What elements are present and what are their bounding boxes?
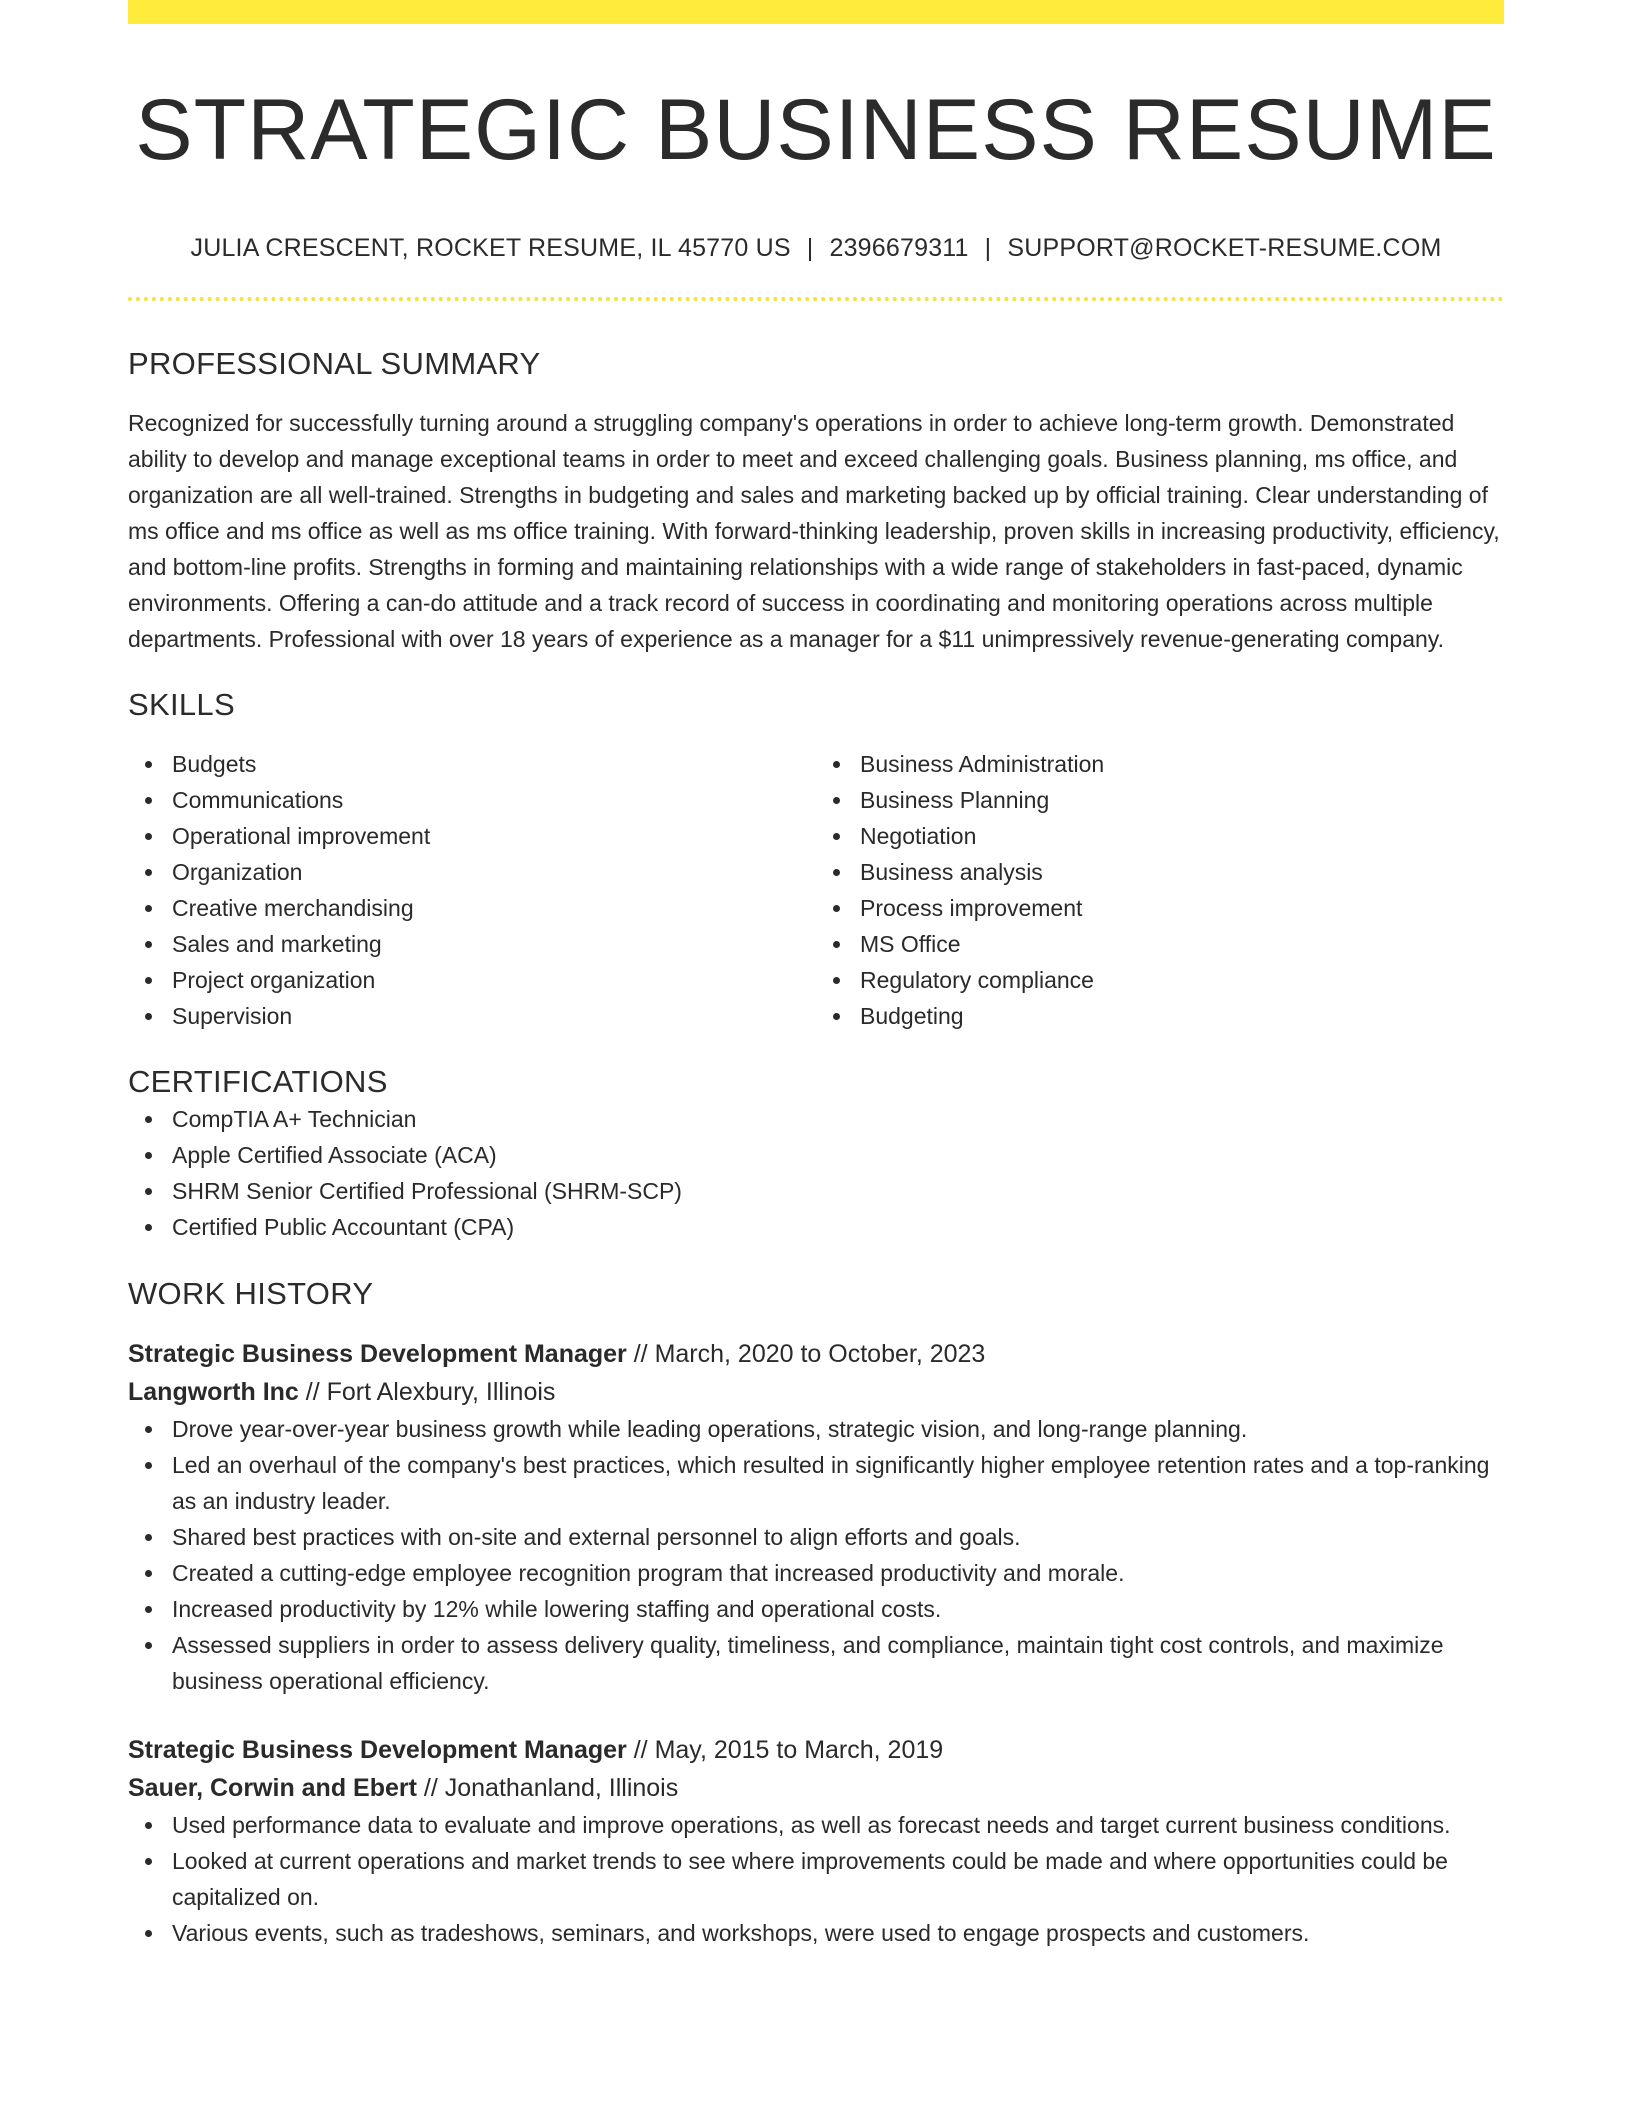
certification-item: CompTIA A+ Technician [172,1101,1504,1137]
job-dates: // March, 2020 to October, 2023 [633,1340,986,1368]
skill-item: MS Office [860,926,1504,962]
skills-grid [128,746,1504,1034]
skill-item: Budgeting [860,998,1504,1034]
dotted-divider [128,297,1504,301]
job-location: // Fort Alexbury, Illinois [305,1378,556,1406]
job-entry [128,1335,1504,1699]
skill-item: Process improvement [860,890,1504,926]
job-bullet: Drove year-over-year business growth while leading operations, strategic vision, and long-range planning. [172,1411,1504,1447]
job-entry [128,1731,1504,1951]
top-accent-bar [128,0,1504,24]
resume-page [128,0,1504,1951]
skills-column-right [816,746,1504,1034]
job-title: Strategic Business Development Manager [128,1736,627,1764]
skills-heading: SKILLS [128,687,235,722]
skill-item: Supervision [172,998,816,1034]
resume-title: STRATEGIC BUSINESS RESUME [135,82,1497,178]
job-title-line [128,1335,1504,1373]
job-bullet-list [128,1807,1504,1951]
job-title-line [128,1731,1504,1769]
skill-item: Operational improvement [172,818,816,854]
contact-address: JULIA CRESCENT, ROCKET RESUME, IL 45770 US [190,234,791,262]
contact-phone: 2396679311 [829,234,969,262]
skill-item: Communications [172,782,816,818]
skill-item: Budgets [172,746,816,782]
job-bullet: Shared best practices with on-site and external personnel to align efforts and goals. [172,1519,1504,1555]
skills-column-left [128,746,816,1034]
certifications-heading: CERTIFICATIONS [128,1064,388,1099]
skill-item: Sales and marketing [172,926,816,962]
job-company: Langworth Inc [128,1378,299,1406]
work-history-heading: WORK HISTORY [128,1276,374,1311]
skill-item: Creative merchandising [172,890,816,926]
job-bullet: Various events, such as tradeshows, seminars, and workshops, were used to engage prospects and customers. [172,1915,1504,1951]
job-title: Strategic Business Development Manager [128,1340,627,1368]
contact-separator: | [984,234,992,262]
skill-item: Business Administration [860,746,1504,782]
job-bullet-list [128,1411,1504,1699]
job-company-line [128,1769,1504,1807]
certification-item: SHRM Senior Certified Professional (SHRM-SCP) [172,1173,1504,1209]
job-bullet: Led an overhaul of the company's best practices, which resulted in significantly higher employee retention rates and a top-ranking as an industry leader. [172,1447,1504,1519]
job-company-line [128,1373,1504,1411]
skill-item: Regulatory compliance [860,962,1504,998]
summary-heading: PROFESSIONAL SUMMARY [128,346,541,381]
summary-text: Recognized for successfully turning around a struggling company's operations in order to achieve long-term growth. Demonstrated ability to develop and manage exceptional teams in order to meet and exceed challenging goals. Business planning, ms office, and organization are all well-trained. Strengths in budgeting and sales and marketing backed up by official training. Clear understanding of ms office and ms office as well as ms office training. With forward-thinking leadership, proven skills in increasing productivity, efficiency, and bottom-line profits. Strengths in forming and maintaining relationships with a wide range of stakeholders in fast-paced, dynamic environments. Offering a can-do attitude and a track record of success in coordinating and monitoring operations across multiple departments. Professional with over 18 years of experience as a manager for a $11 unimpressively revenue-generating company. [128,410,1500,652]
certifications-list [128,1101,1504,1245]
skill-item: Organization [172,854,816,890]
job-bullet: Increased productivity by 12% while lowering staffing and operational costs. [172,1591,1504,1627]
job-location: // Jonathanland, Illinois [423,1774,679,1802]
job-bullet: Used performance data to evaluate and improve operations, as well as forecast needs and target current business conditions. [172,1807,1504,1843]
certification-item: Apple Certified Associate (ACA) [172,1137,1504,1173]
job-company: Sauer, Corwin and Ebert [128,1774,417,1802]
job-bullet: Looked at current operations and market trends to see where improvements could be made and where opportunities could be capitalized on. [172,1843,1504,1915]
contact-separator: | [806,234,814,262]
job-dates: // May, 2015 to March, 2019 [633,1736,944,1764]
skill-item: Negotiation [860,818,1504,854]
job-bullet: Created a cutting-edge employee recognition program that increased productivity and morale. [172,1555,1504,1591]
skill-item: Business Planning [860,782,1504,818]
contact-line [128,233,1504,263]
skill-item: Project organization [172,962,816,998]
job-bullet: Assessed suppliers in order to assess delivery quality, timeliness, and compliance, maintain tight cost controls, and maximize business operational efficiency. [172,1627,1504,1699]
contact-email: SUPPORT@ROCKET-RESUME.COM [1007,234,1442,262]
skill-item: Business analysis [860,854,1504,890]
certification-item: Certified Public Accountant (CPA) [172,1209,1504,1245]
